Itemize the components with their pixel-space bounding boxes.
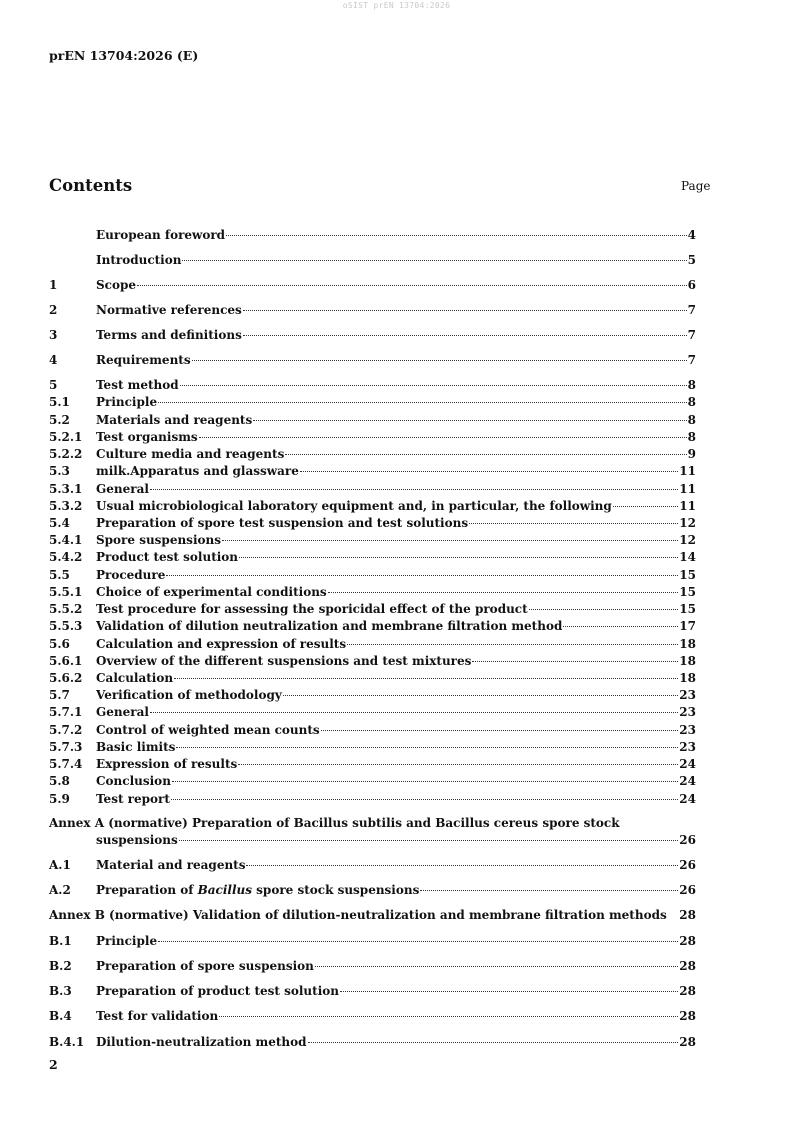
toc-leader-dots: [246, 865, 678, 866]
toc-entry-page: 18: [679, 637, 696, 651]
toc-entry-page: 15: [679, 602, 696, 616]
toc-leader-dots: [613, 506, 679, 507]
toc-entry[interactable]: [49, 499, 696, 513]
toc-leader-dots: [321, 730, 679, 731]
toc-leader-dots: [243, 310, 687, 311]
toc-entry-title: Preparation of spore test suspension and test solutions: [96, 516, 469, 530]
toc-entry-number: 5.6: [49, 637, 70, 651]
toc-entry-number: 5.7.3: [49, 740, 83, 754]
toc-entry-title: Expression of results: [96, 757, 238, 771]
toc-entry-page: 9: [687, 447, 696, 461]
toc-entry-title: Verification of methodology: [96, 688, 282, 702]
toc-entry[interactable]: [49, 550, 696, 564]
toc-entry-page: 23: [679, 705, 696, 719]
toc-leader-dots: [226, 235, 687, 236]
toc-entry-title: Scope: [96, 278, 137, 292]
toc-entry-page: 24: [679, 792, 696, 806]
toc-entry-title: Terms and definitions: [96, 328, 242, 342]
toc-entry-title: suspensions: [96, 833, 178, 847]
toc-entry-number: 5.4.1: [49, 533, 83, 547]
toc-entry-page: 7: [687, 303, 696, 317]
toc-leader-dots: [563, 626, 678, 627]
toc-entry-number: B.2: [49, 959, 72, 973]
toc-leader-dots: [340, 991, 678, 992]
toc-entry-title: milk.Apparatus and glassware: [96, 464, 299, 478]
toc-entry-title: Choice of experimental conditions: [96, 585, 327, 599]
toc-entry-title: Calculation and expression of results: [96, 637, 347, 651]
page-number: 2: [49, 1057, 58, 1072]
toc-entry-title: Validation of dilution neutralization and membrane filtration method: [96, 619, 563, 633]
toc-entry[interactable]: [49, 723, 696, 737]
toc-entry-title: Test method: [96, 378, 179, 392]
watermark: oSIST prEN 13704:2026: [342, 1, 451, 10]
toc-entry[interactable]: [49, 602, 696, 616]
toc-leader-dots: [172, 781, 678, 782]
toc-entry[interactable]: [49, 353, 696, 367]
toc-entry-title: Requirements: [96, 353, 191, 367]
toc-leader-dots: [222, 540, 678, 541]
toc-entry-page: 7: [687, 328, 696, 342]
toc-leader-dots: [347, 644, 678, 645]
toc-entry-number: 5.3.1: [49, 482, 83, 496]
annex-a-title-continuation: [49, 833, 696, 847]
toc-entry-page: 28: [679, 984, 696, 998]
toc-leader-dots: [239, 557, 678, 558]
toc-entry-number: 5.4: [49, 516, 70, 530]
toc-leader-dots: [308, 1042, 679, 1043]
toc-entry-page: 26: [679, 883, 696, 897]
toc-entry-title: Conclusion: [96, 774, 171, 788]
toc-entry-number: 5.6.2: [49, 671, 83, 685]
toc-entry-number: 4: [49, 353, 58, 367]
toc-entry-number: 3: [49, 328, 58, 342]
toc-entry-page: 7: [687, 353, 696, 367]
toc-leader-dots: [315, 966, 678, 967]
toc-entry-title: Control of weighted mean counts: [96, 723, 320, 737]
toc-entry-number: B.4: [49, 1009, 72, 1023]
toc-entry-number: 5.1: [49, 395, 70, 409]
toc-entry-page: 18: [679, 671, 696, 685]
toc-entry-number: 5.8: [49, 774, 70, 788]
toc-entry[interactable]: [49, 637, 696, 651]
toc-entry-page: 17: [679, 619, 696, 633]
toc-entry-page: 11: [679, 499, 696, 513]
toc-annex-b[interactable]: [49, 908, 696, 922]
toc-entry[interactable]: [49, 774, 696, 788]
toc-entry[interactable]: [49, 430, 696, 444]
toc-entry-title: Normative references: [96, 303, 242, 317]
toc-entry-title: Culture media and reagents: [96, 447, 285, 461]
toc-entry[interactable]: [49, 482, 696, 496]
toc-entry-title: Basic limits: [96, 740, 176, 754]
toc-entry-number: 5.2: [49, 413, 70, 427]
toc-leader-dots: [199, 437, 687, 438]
toc-entry[interactable]: [49, 516, 696, 530]
toc-entry-page: 12: [679, 516, 696, 530]
toc-leader-dots: [174, 678, 678, 679]
toc-leader-dots: [171, 799, 678, 800]
toc-entry[interactable]: [49, 278, 696, 292]
toc-entry[interactable]: [49, 413, 696, 427]
toc-entry-page: 26: [679, 858, 696, 872]
toc-entry-title: Material and reagents: [96, 858, 246, 872]
toc-entry-title: Product test solution: [96, 550, 239, 564]
toc-entry-number: 5.3.2: [49, 499, 83, 513]
toc-entry-page: 26: [679, 833, 696, 847]
toc-entry-number: 5.5.2: [49, 602, 83, 616]
toc-entry-page: 28: [679, 1009, 696, 1023]
toc-entry-page: 4: [687, 228, 696, 242]
toc-entry-page: 24: [679, 774, 696, 788]
toc-entry[interactable]: [49, 1035, 696, 1049]
toc-entry-number: 5.7: [49, 688, 70, 702]
toc-entry-title: Overview of the different suspensions and test mixtures: [96, 654, 472, 668]
toc-entry-title: Materials and reagents: [96, 413, 253, 427]
toc-leader-dots: [150, 712, 678, 713]
toc-entry[interactable]: [49, 395, 696, 409]
toc-entry-number: 5.9: [49, 792, 70, 806]
toc-entry-page: 23: [679, 740, 696, 754]
toc-entry-number: A.1: [49, 858, 71, 872]
toc-entry-number: 5: [49, 378, 58, 392]
toc-entry-title: Principle: [96, 934, 158, 948]
toc-entry[interactable]: [49, 447, 696, 461]
annex-b-title: Annex B (normative) Validation of dilution-neutralization and membrane filtration methods: [49, 908, 667, 922]
toc-entry-page: 28: [679, 908, 696, 922]
toc-entry-page: 23: [679, 723, 696, 737]
toc-entry[interactable]: [49, 671, 696, 685]
toc-entry[interactable]: [49, 757, 696, 771]
toc-entry[interactable]: [49, 959, 696, 973]
toc-entry-number: 5.2.2: [49, 447, 83, 461]
toc-leader-dots: [166, 575, 678, 576]
toc-entry[interactable]: [49, 328, 696, 342]
toc-entry-number: 5.5.3: [49, 619, 83, 633]
toc-entry-page: 8: [687, 378, 696, 392]
toc-annex-a[interactable]: [49, 816, 696, 847]
toc-leader-dots: [529, 609, 679, 610]
toc-entry-page: 24: [679, 757, 696, 771]
toc-entry-number: B.3: [49, 984, 72, 998]
toc-entry-page: 8: [687, 395, 696, 409]
toc-leader-dots: [238, 764, 678, 765]
toc-entry-number: 5.7.4: [49, 757, 83, 771]
toc-leader-dots: [472, 661, 678, 662]
toc-entry-page: 28: [679, 1035, 696, 1049]
toc-entry[interactable]: [49, 883, 696, 897]
toc-entry-number: 5.5.1: [49, 585, 83, 599]
toc-entry-title: General: [96, 705, 149, 719]
toc-entry-number: 5.7.1: [49, 705, 83, 719]
toc-entry-number: B.4.1: [49, 1035, 85, 1049]
contents-title: Contents: [49, 176, 133, 195]
toc-entry-title: European foreword: [96, 228, 226, 242]
toc-entry-title: Test report: [96, 792, 170, 806]
toc-entry[interactable]: [49, 654, 696, 668]
toc-entry-page: 18: [679, 654, 696, 668]
toc-entry-page: 8: [687, 413, 696, 427]
toc-entry-number: 5.5: [49, 568, 70, 582]
toc-entry-title: Spore suspensions: [96, 533, 221, 547]
toc-leader-dots: [420, 890, 678, 891]
toc-entry-title: Principle: [96, 395, 158, 409]
toc-entry[interactable]: [49, 984, 696, 998]
toc-entry-page: 12: [679, 533, 696, 547]
toc-entry-title: Calculation: [96, 671, 174, 685]
toc-entry[interactable]: [49, 228, 696, 242]
toc-entry-page: 6: [687, 278, 696, 292]
toc-entry-title: Test for validation: [96, 1009, 219, 1023]
toc-entry-page: 14: [679, 550, 696, 564]
toc-leader-dots: [176, 747, 678, 748]
toc-leader-dots: [137, 285, 687, 286]
toc-entry[interactable]: [49, 378, 696, 392]
toc-leader-dots: [150, 489, 678, 490]
toc-entry[interactable]: [49, 705, 696, 719]
toc-entry[interactable]: [49, 740, 696, 754]
toc-leader-dots: [285, 454, 686, 455]
toc-entry-title: Introduction: [96, 253, 182, 267]
toc-entry-page: 11: [679, 482, 696, 496]
toc-leader-dots: [300, 471, 678, 472]
toc-leader-dots: [243, 335, 687, 336]
toc-entry[interactable]: [49, 568, 696, 582]
toc-entry-page: 28: [679, 959, 696, 973]
toc-entry-page: 28: [679, 934, 696, 948]
toc-entry-number: B.1: [49, 934, 72, 948]
toc-entry-number: 5.4.2: [49, 550, 83, 564]
toc-leader-dots: [192, 360, 687, 361]
toc-entry[interactable]: [49, 934, 696, 948]
toc-entry[interactable]: [49, 619, 696, 633]
toc-entry-number: A.2: [49, 883, 71, 897]
toc-leader-dots: [253, 420, 686, 421]
toc-entry-title: Test procedure for assessing the sporicidal effect of the product: [96, 602, 528, 616]
page-column-label: Page: [681, 179, 711, 193]
toc-entry-page: 15: [679, 568, 696, 582]
toc-entry-title: Usual microbiological laboratory equipment and, in particular, the following: [96, 499, 612, 513]
toc-entry[interactable]: [49, 253, 696, 267]
toc-entry[interactable]: [49, 585, 696, 599]
toc-entry-page: 11: [679, 464, 696, 478]
toc-leader-dots: [283, 695, 678, 696]
toc-entry-title: Preparation of spore suspension: [96, 959, 314, 973]
toc-entry[interactable]: [49, 1009, 696, 1023]
toc-entry-title: General: [96, 482, 149, 496]
toc-entry[interactable]: [49, 792, 696, 806]
toc-entry-number: 1: [49, 278, 58, 292]
document-id: prEN 13704:2026 (E): [49, 48, 199, 63]
toc-entry-number: 5.7.2: [49, 723, 83, 737]
toc-entry-number: 5.2.1: [49, 430, 83, 444]
toc-entry[interactable]: [49, 533, 696, 547]
toc-entry-page: 15: [679, 585, 696, 599]
toc-entry[interactable]: [49, 858, 696, 872]
toc-entry-title: Preparation of product test solution: [96, 984, 339, 998]
toc-leader-dots: [158, 402, 687, 403]
toc-entry[interactable]: [49, 464, 696, 478]
toc-leader-dots: [219, 1016, 678, 1017]
toc-leader-dots: [328, 592, 679, 593]
toc-leader-dots: [180, 385, 687, 386]
toc-entry-number: 2: [49, 303, 58, 317]
toc-entry-title: Preparation of Bacillus spore stock suspensions: [96, 883, 420, 897]
toc-entry-title: Test organisms: [96, 430, 198, 444]
toc-entry-title: Dilution-neutralization method: [96, 1035, 307, 1049]
toc-entry-page: 8: [687, 430, 696, 444]
toc-entry[interactable]: [49, 688, 696, 702]
toc-entry-page: 23: [679, 688, 696, 702]
toc-leader-dots: [182, 260, 686, 261]
toc-leader-dots: [179, 840, 679, 841]
toc-entry[interactable]: [49, 303, 696, 317]
toc-entry-page: 5: [687, 253, 696, 267]
annex-a-title: Annex A (normative) Preparation of Bacillus subtilis and Bacillus cereus spore stock: [49, 816, 620, 830]
toc-leader-dots: [469, 523, 678, 524]
toc-entry-number: 5.3: [49, 464, 70, 478]
toc-entry-number: 5.6.1: [49, 654, 83, 668]
toc-entry-title: Procedure: [96, 568, 166, 582]
toc-leader-dots: [158, 941, 678, 942]
